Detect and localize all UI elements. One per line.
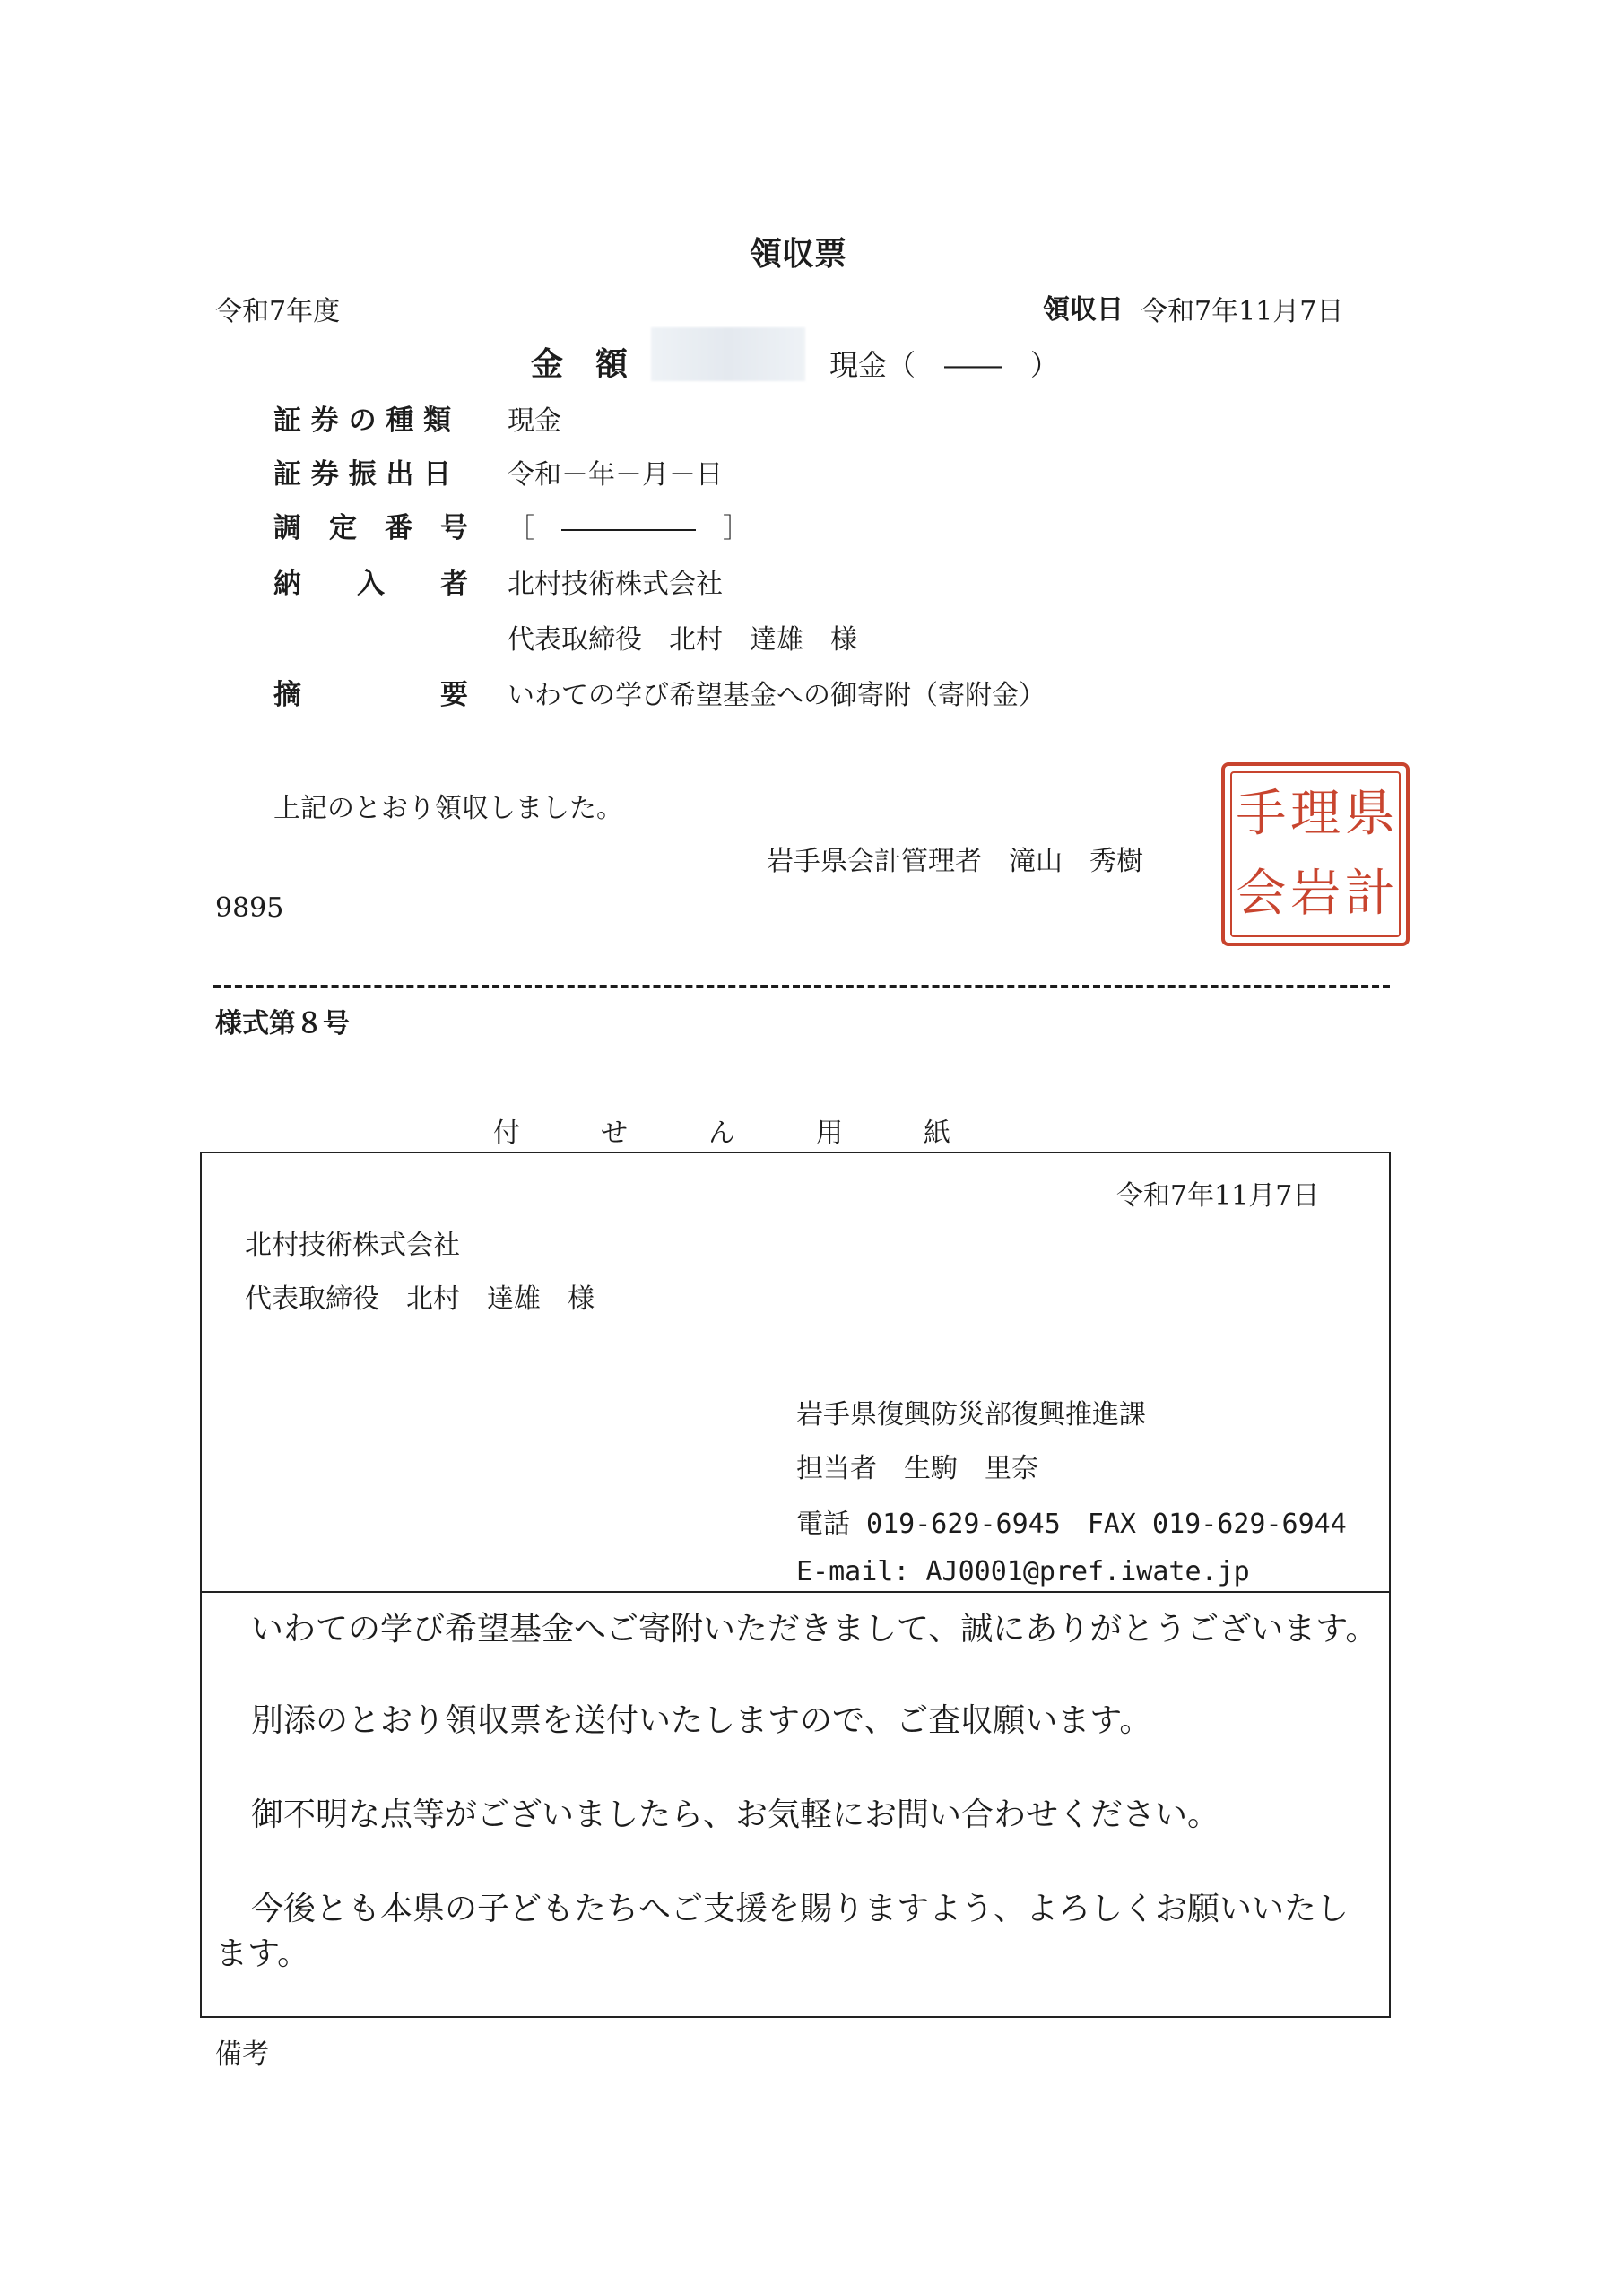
field-label-payer: 納 入 者 — [273, 568, 468, 600]
slip-sender-person: 担当者 生駒 里奈 — [796, 1453, 1038, 1484]
slip-sender-email: E-mail: AJ0001@pref.iwate.jp — [796, 1556, 1250, 1587]
field-label-issue-date: 証 券 振 出 日 — [273, 458, 452, 491]
seal-glyph: 手 — [1236, 785, 1287, 843]
slip-divider — [200, 1591, 1391, 1593]
field-label-number: 調 定 番 号 — [273, 512, 468, 544]
seal-glyph: 計 — [1344, 864, 1395, 923]
seal-glyph: 会 — [1236, 864, 1287, 923]
field-value-payer-company: 北村技術株式会社 — [508, 569, 723, 600]
field-label-summary: 摘 要 — [273, 679, 468, 711]
field-label-type: 証 券 の 種 類 — [273, 404, 452, 437]
receipt-date-label: 領収日 — [1043, 294, 1124, 326]
receipt-title: 領収票 — [750, 236, 847, 273]
field-value-payer-person: 代表取締役 北村 達雄 様 — [508, 624, 857, 656]
slip-sender-dept: 岩手県復興防災部復興推進課 — [796, 1399, 1146, 1431]
slip-recipient-company: 北村技術株式会社 — [245, 1230, 460, 1261]
seal-glyph: 県 — [1344, 785, 1395, 843]
slip-title: 付 せ ん 用 紙 — [493, 1118, 950, 1149]
receipt-date: 令和7年11月7日 — [1141, 296, 1344, 327]
remarks-label: 備考 — [215, 2039, 269, 2070]
slip-message-1: いわての学び希望基金へご寄附いただきまして、誠にありがとうございます。 — [251, 1611, 1378, 1648]
issuer: 岩手県会計管理者 滝山 秀樹 — [767, 846, 1143, 877]
amount-label: 金 額 — [531, 346, 629, 383]
slip-message-3: 御不明な点等がございましたら、お気軽にお問い合わせください。 — [251, 1796, 1220, 1833]
confirmation-text: 上記のとおり領収しました。 — [273, 793, 623, 824]
slip-date: 令和7年11月7日 — [1116, 1180, 1320, 1212]
receipt-code: 9895 — [215, 892, 284, 924]
slip-message-4b: ます。 — [215, 1935, 310, 1972]
slip-sender-phone: 電話 019-629-6945 FAX 019-629-6944 — [796, 1509, 1347, 1540]
seal-glyph: 理 — [1290, 785, 1341, 843]
field-value-type: 現金 — [508, 405, 561, 437]
field-value-issue-date: 令和－年－月－日 — [508, 459, 723, 491]
slip-message-2: 別添のとおり領収票を送付いたしますので、ご査収願います。 — [251, 1702, 1152, 1739]
cut-line — [213, 985, 1390, 988]
form-label: 様式第８号 — [215, 1008, 350, 1039]
amount-suffix: 現金（ ―― ） — [829, 348, 1060, 382]
fiscal-year: 令和7年度 — [215, 296, 341, 327]
seal-glyph: 岩 — [1290, 864, 1341, 923]
field-value-number: ［ ――――― ］ — [508, 513, 750, 544]
slip-recipient-person: 代表取締役 北村 達雄 様 — [245, 1283, 595, 1315]
field-value-summary: いわての学び希望基金への御寄附（寄附金） — [508, 680, 1046, 711]
official-seal — [1221, 762, 1410, 946]
slip-message-4a: 今後とも本県の子どもたちへご支援を賜りますよう、よろしくお願いいたし — [251, 1891, 1350, 1927]
amount-redacted — [651, 327, 805, 381]
